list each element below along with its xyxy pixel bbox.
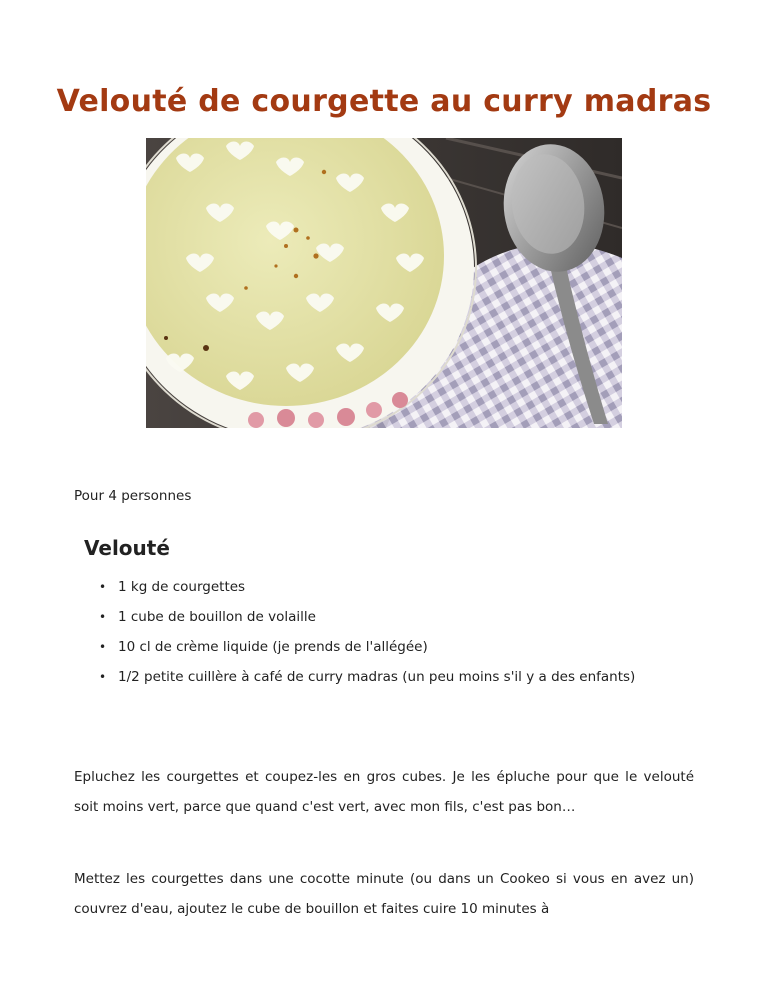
instruction-paragraph: Epluchez les courgettes et coupez-les en gros cubes. Je les épluche pour que le velouté soit moins vert, parce que quand c'est vert, avec mon fils, c'est pas bon… [74, 769, 694, 815]
ingredient-text: 1 kg de courgettes [118, 579, 246, 595]
ingredient-item [96, 602, 696, 632]
recipe-title: Velouté de courgette au curry madras [56, 84, 712, 119]
bullet-icon: • [99, 610, 107, 624]
ingredient-list [96, 572, 696, 692]
bullet-icon: • [99, 640, 107, 654]
ingredient-item [96, 572, 696, 602]
servings-text: Pour 4 personnes [74, 488, 192, 504]
bullet-icon: • [99, 580, 107, 594]
section-heading-veloute: Velouté [84, 536, 170, 560]
bullet-icon: • [99, 670, 107, 684]
ingredient-text: 10 cl de crème liquide (je prends de l'allégée) [118, 639, 428, 655]
ingredient-item [96, 632, 696, 662]
soup-photo [146, 138, 622, 428]
ingredient-text: 1 cube de bouillon de volaille [118, 609, 316, 625]
ingredient-item [96, 662, 696, 692]
ingredient-text: 1/2 petite cuillère à café de curry madras (un peu moins s'il y a des enfants) [118, 669, 636, 685]
soup-bowl-image [146, 138, 622, 428]
instruction-paragraph: Mettez les courgettes dans une cocotte minute (ou dans un Cookeo si vous en avez un) couvrez d'eau, ajoutez le cube de bouillon et faites cuire 10 minutes à [74, 871, 694, 917]
